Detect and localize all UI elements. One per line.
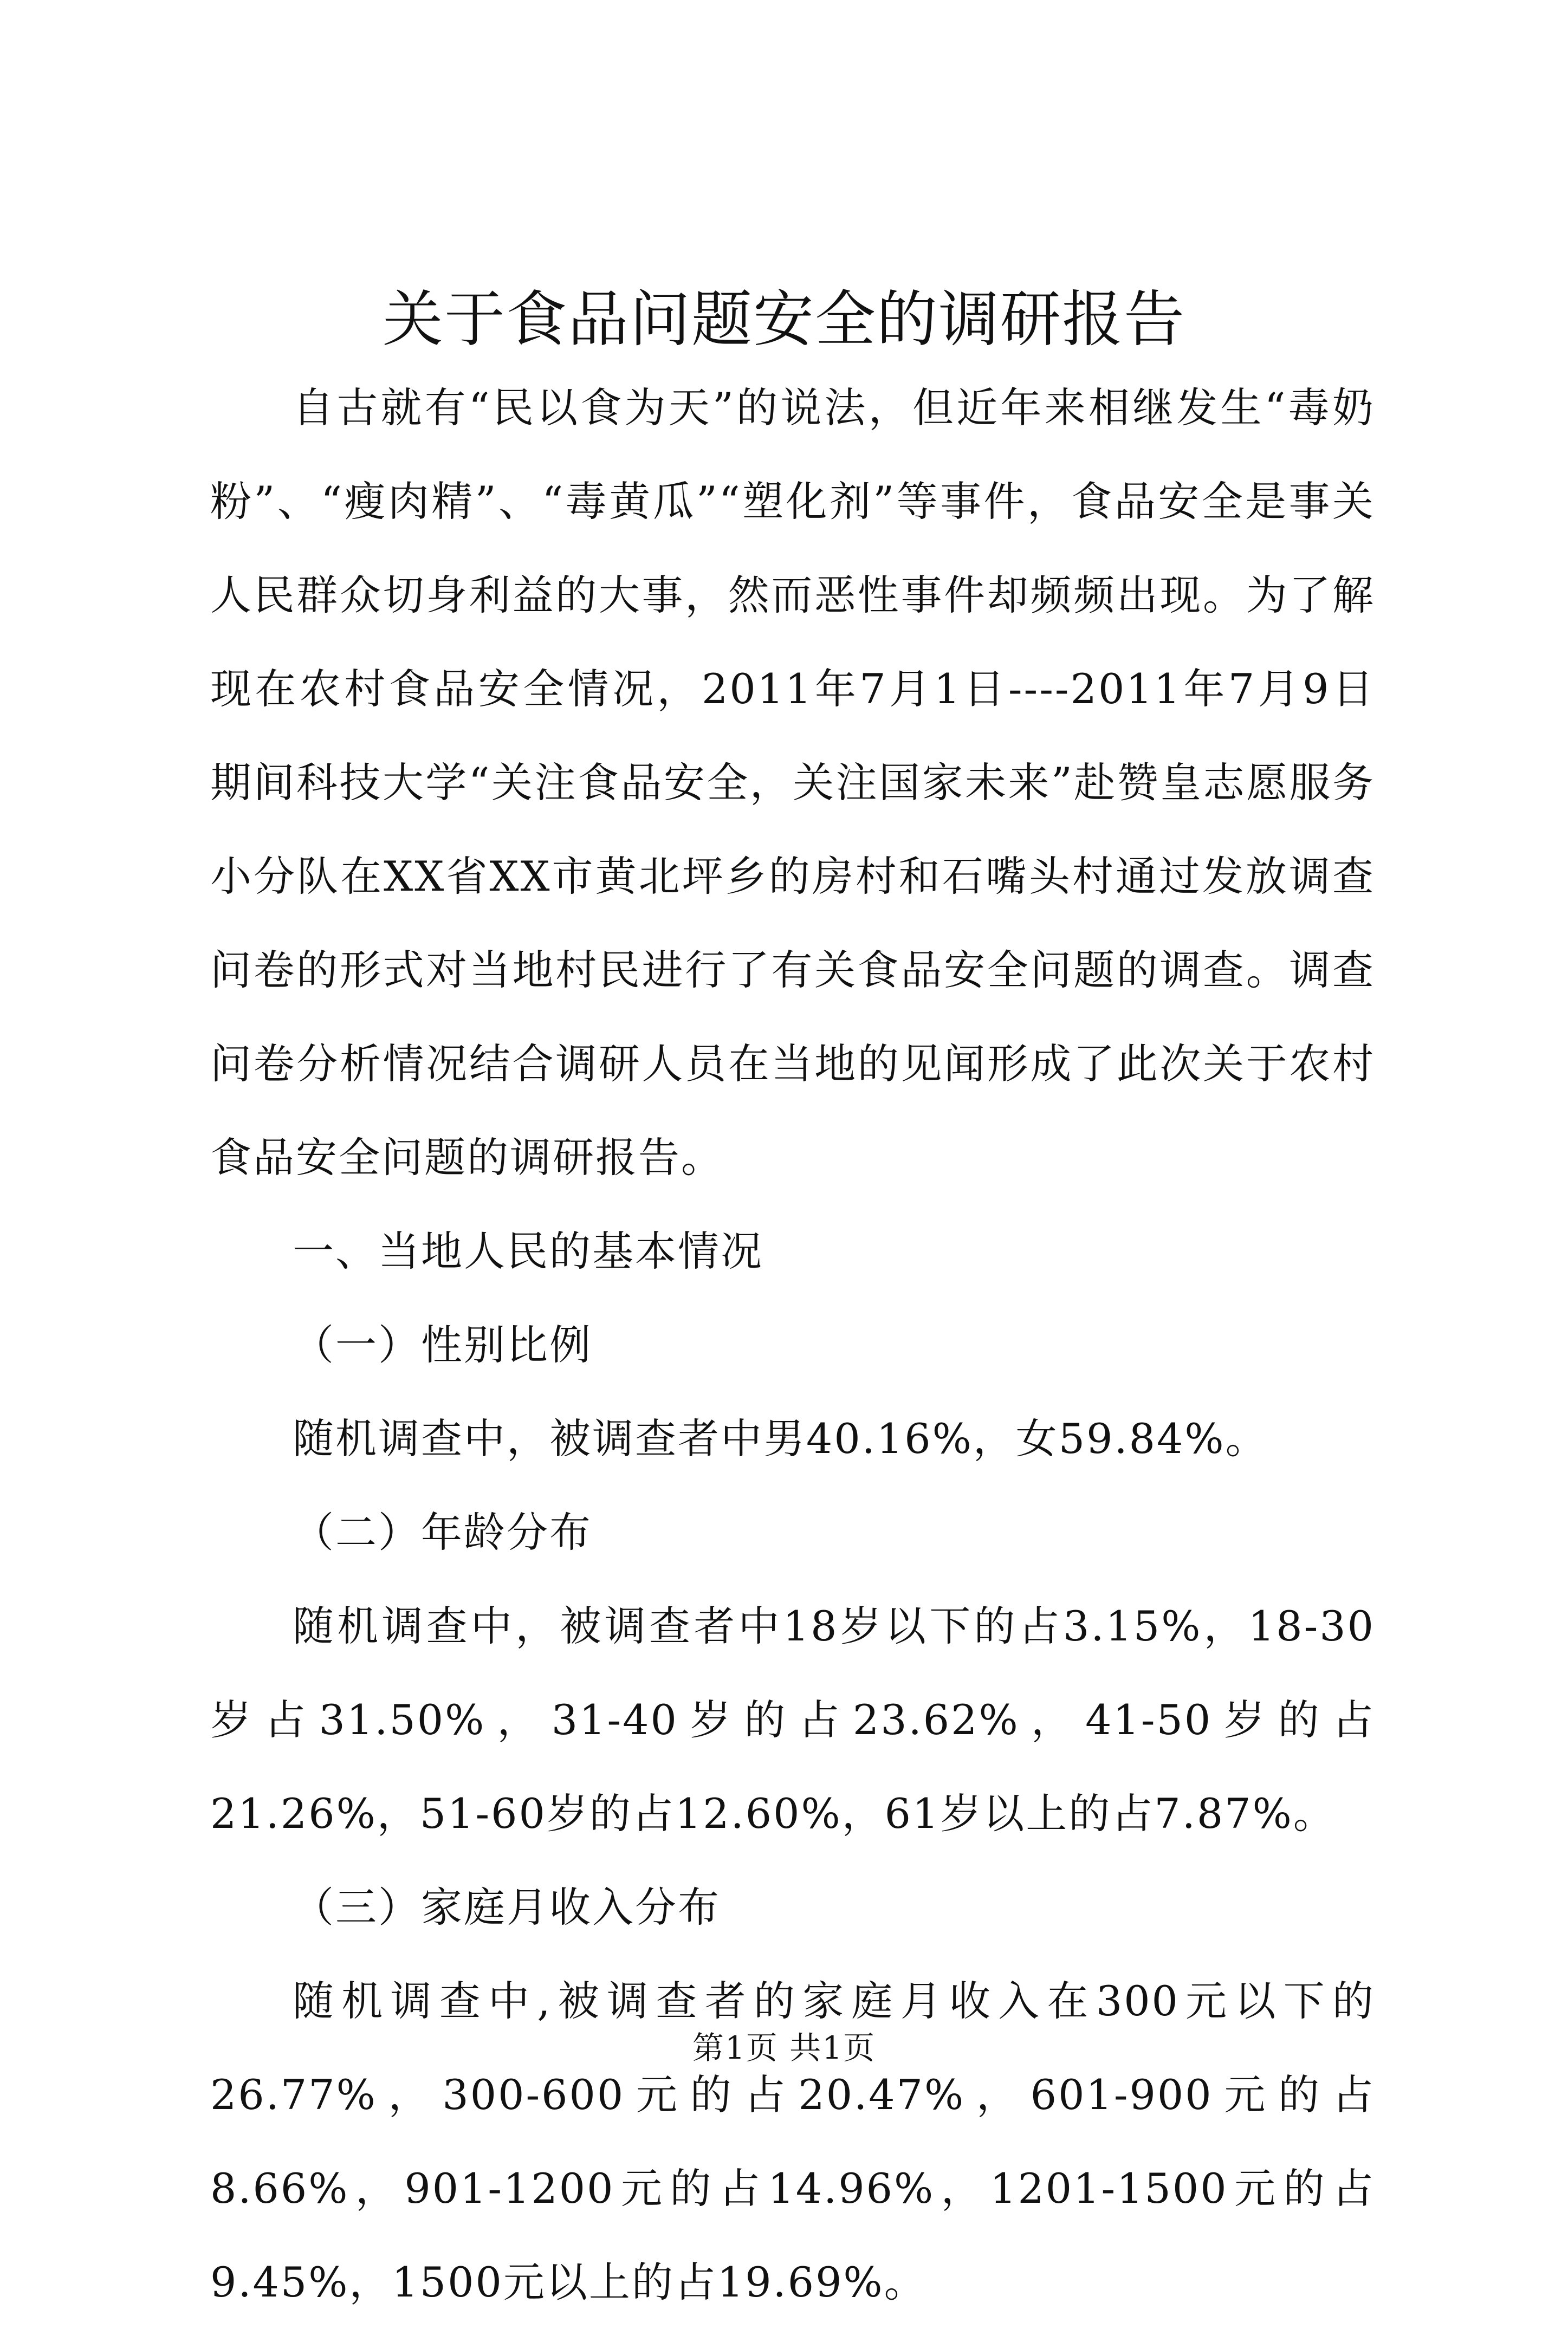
subheading-age-distribution: （二）年龄分布 <box>293 1508 592 1556</box>
subheading-income-distribution: （三）家庭月收入分布 <box>293 1883 721 1931</box>
subheading-gender-ratio: （一）性别比例 <box>293 1321 592 1369</box>
intro-paragraph: 自古就有“民以食为天”的说法，但近年来相继发生“毒奶粉”、“瘦肉精”、“毒黄瓜”“塑化剂”等事件，食品安全是事关人民群众切身利益的大事，然而恶性事件却频频出现。为了解现在农村食品安全情况，2011年7月1日----2011年7月9日期间科技大学“关注食品安全，关注国家未来”赴赞皇志愿服务小分队在XX省XX市黄北坪乡的房村和石嘴头村通过发放调查问卷的形式对当地村民进行了有关食品安全问题的调查。调查问卷分析情况结合调研人员在当地的见闻形成了此次关于农村食品安全问题的调研报告。 <box>210 384 1375 1182</box>
gender-ratio-paragraph: 随机调查中，被调查者中男40.16%，女59.84%。 <box>293 1415 1268 1463</box>
age-distribution-paragraph: 随机调查中，被调查者中18岁以下的占3.15%，18-30岁占31.50%，31-40岁的占23.62%，41-50岁的占21.26%，51-60岁的占12.60%，61岁以上的占7.87%。 <box>210 1602 1375 1838</box>
section-heading-basic-situation: 一、当地人民的基本情况 <box>293 1227 763 1275</box>
document-title: 关于食品问题安全的调研报告 <box>383 284 1185 355</box>
income-distribution-paragraph: 随机调查中,被调查者的家庭月收入在300元以下的26.77%，300-600元的占20.47%，601-900元的占8.66%，901-1200元的占14.96%，1201-1500元的占9.45%，1500元以上的占19.69%。 <box>210 1977 1375 2306</box>
page-footer: 第1页 共1页 <box>692 2029 876 2066</box>
